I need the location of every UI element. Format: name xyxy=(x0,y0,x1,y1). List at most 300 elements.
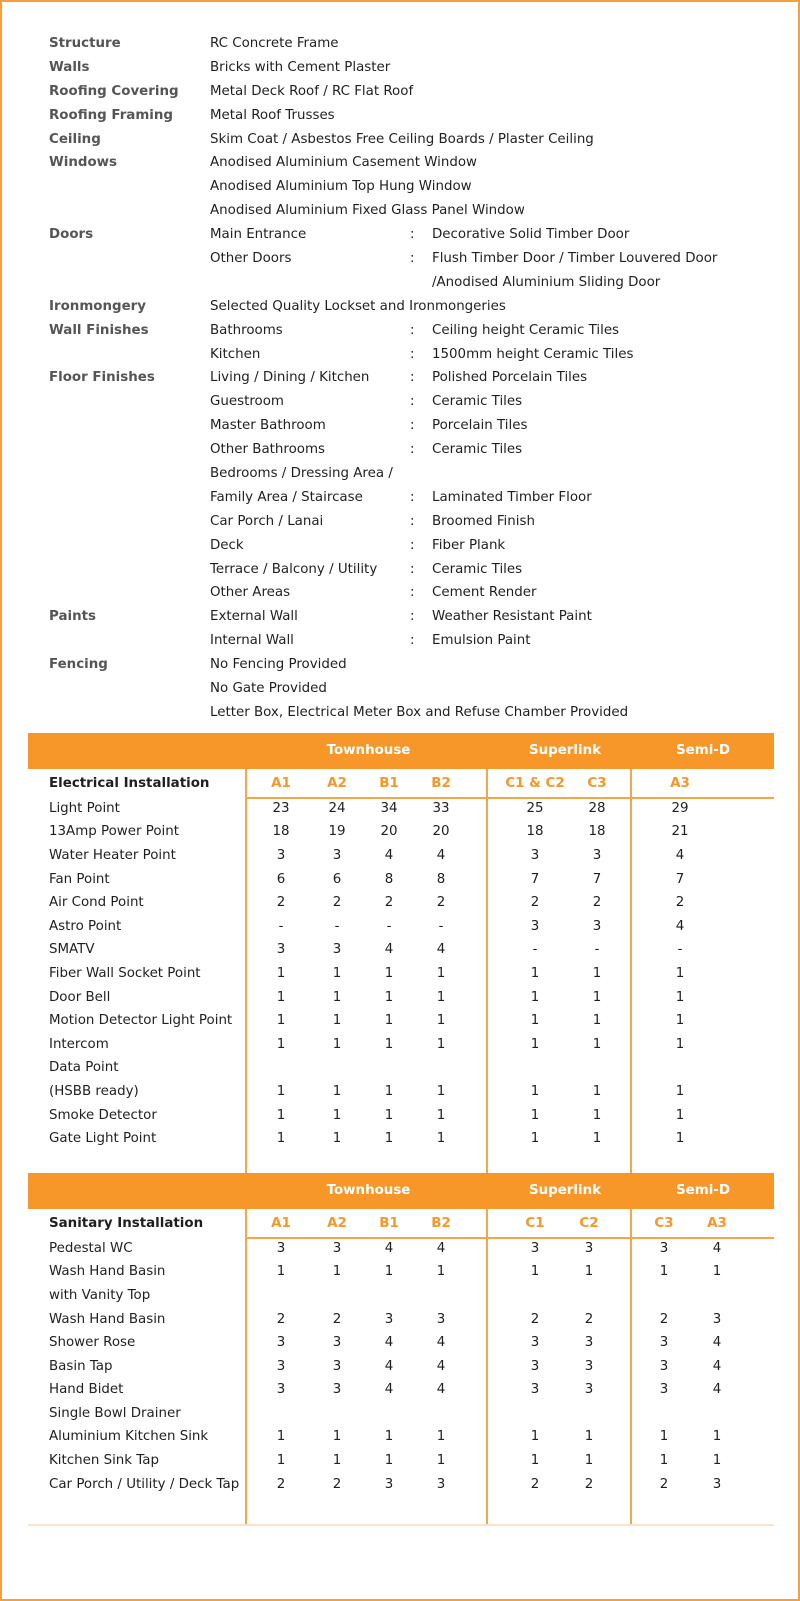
cell-value: 4 xyxy=(712,1382,722,1398)
cell-value: - xyxy=(334,918,340,934)
group-header: Townhouse xyxy=(326,742,411,758)
column-header: A2 xyxy=(327,1215,347,1231)
cell-value: 6 xyxy=(332,871,342,887)
spec-row xyxy=(49,80,774,104)
spec-separator: : xyxy=(410,585,415,601)
cell-value: 1 xyxy=(530,1453,540,1469)
cell-value: 1 xyxy=(436,1083,446,1099)
spec-row xyxy=(49,701,774,725)
spec-value: RC Concrete Frame xyxy=(210,36,339,51)
cell-value: 29 xyxy=(671,800,689,816)
cell-value: 19 xyxy=(328,824,346,840)
cell-value: 1 xyxy=(592,1131,602,1147)
cell-value: 20 xyxy=(380,824,398,840)
spec-sub-item: Other Areas xyxy=(210,585,291,601)
spec-detail xyxy=(210,128,774,152)
row-label: Water Heater Point xyxy=(49,848,176,864)
cell-value: 4 xyxy=(436,848,446,864)
column-header: A1 xyxy=(271,1215,291,1231)
cell-value: 1 xyxy=(332,1131,342,1147)
spec-detail xyxy=(210,438,774,462)
spec-value: /Anodised Aluminium Sliding Door xyxy=(432,274,661,290)
cell-value: 1 xyxy=(332,1036,342,1052)
spec-row xyxy=(49,223,774,247)
cell-value: 1 xyxy=(276,1013,286,1029)
spec-sub-item: Family Area / Staircase xyxy=(210,489,363,505)
row-label: Aluminium Kitchen Sink xyxy=(49,1429,209,1445)
spec-value: Polished Porcelain Tiles xyxy=(432,370,588,386)
cell-value: 1 xyxy=(276,1083,286,1099)
cell-value: 3 xyxy=(584,1382,594,1398)
spec-detail xyxy=(210,462,774,486)
spec-row xyxy=(49,390,774,414)
spec-value: Anodised Aluminium Casement Window xyxy=(210,155,478,171)
spec-value: Ceramic Tiles xyxy=(432,394,523,410)
cell-value: 1 xyxy=(584,1453,594,1469)
table-row xyxy=(28,868,774,892)
spec-detail xyxy=(210,510,774,534)
spec-detail xyxy=(210,56,774,80)
row-label: Hand Bidet xyxy=(49,1382,124,1398)
cell-value: 3 xyxy=(276,942,286,958)
spec-detail xyxy=(210,295,774,319)
column-header: C1 xyxy=(525,1215,545,1231)
row-label: Astro Point xyxy=(49,918,122,934)
spec-category xyxy=(49,247,210,271)
cell-value: 4 xyxy=(384,1382,394,1398)
group-header: Superlink xyxy=(528,742,602,758)
table-row xyxy=(28,1033,774,1057)
spec-row xyxy=(49,462,774,486)
table-row xyxy=(28,1260,774,1284)
spec-row xyxy=(49,677,774,701)
cell-value: 2 xyxy=(675,895,685,911)
cell-value: 1 xyxy=(530,1131,540,1147)
cell-value: 3 xyxy=(584,1335,594,1351)
cell-value: 2 xyxy=(530,1311,540,1327)
table-row xyxy=(28,1080,774,1104)
table-row xyxy=(28,1056,774,1080)
cell-value: 1 xyxy=(592,1013,602,1029)
table-row xyxy=(28,844,774,868)
column-header-row xyxy=(28,769,774,797)
column-header: A1 xyxy=(271,775,291,791)
spec-detail xyxy=(210,486,774,510)
cell-value: 1 xyxy=(675,1107,685,1123)
cell-value: 1 xyxy=(384,1264,394,1280)
row-label: Fiber Wall Socket Point xyxy=(49,965,201,981)
cell-value: 2 xyxy=(332,1311,342,1327)
cell-value: 2 xyxy=(332,1476,342,1492)
cell-value: - xyxy=(438,918,444,934)
spec-value xyxy=(432,462,774,486)
spec-separator: : xyxy=(410,609,415,625)
table-body xyxy=(28,769,774,1173)
table-row xyxy=(28,1127,774,1151)
spec-sub-item: Other Bathrooms xyxy=(210,442,326,458)
spec-row xyxy=(49,438,774,462)
row-label: Gate Light Point xyxy=(49,1131,157,1147)
cell-value: 1 xyxy=(592,1107,602,1123)
spec-sub-item: Other Doors xyxy=(210,251,292,267)
table-bottom-rule xyxy=(28,1524,774,1526)
row-label: Pedestal WC xyxy=(49,1240,133,1256)
cell-value: 3 xyxy=(659,1358,669,1374)
spec-sub-item: Guestroom xyxy=(210,394,284,410)
cell-value: 1 xyxy=(384,1429,394,1445)
spec-sub-item: Deck xyxy=(210,537,244,553)
table-row xyxy=(28,1378,774,1402)
group-header: Semi-D xyxy=(676,742,730,758)
spec-sub-item: Car Porch / Lanai xyxy=(210,513,324,529)
cell-value: 1 xyxy=(436,1264,446,1280)
cell-value: 1 xyxy=(675,989,685,1005)
cell-value: 7 xyxy=(675,871,685,887)
table-row xyxy=(28,915,774,939)
cell-value: 1 xyxy=(712,1264,722,1280)
spec-row xyxy=(49,104,774,128)
spec-detail xyxy=(210,605,774,629)
row-label: Wash Hand Basin xyxy=(49,1264,166,1280)
spec-row xyxy=(49,629,774,653)
group-header-band xyxy=(28,1173,774,1209)
group-header: Townhouse xyxy=(326,1182,411,1198)
cell-value: 1 xyxy=(276,1131,286,1147)
cell-value: 3 xyxy=(659,1335,669,1351)
cell-value: 1 xyxy=(332,1107,342,1123)
cell-value: 3 xyxy=(384,1311,394,1327)
cell-value: 2 xyxy=(584,1311,594,1327)
cell-value: 1 xyxy=(584,1429,594,1445)
cell-value: 3 xyxy=(592,848,602,864)
cell-value: 8 xyxy=(384,871,394,887)
spec-category: Ironmongery xyxy=(49,298,147,314)
spec-row xyxy=(49,247,774,271)
cell-value: 1 xyxy=(332,989,342,1005)
spec-separator xyxy=(410,462,432,486)
cell-value: 2 xyxy=(592,895,602,911)
column-header: A3 xyxy=(707,1215,727,1231)
cell-value: 1 xyxy=(276,1107,286,1123)
spec-row xyxy=(49,581,774,605)
group-spacer xyxy=(28,733,245,769)
spec-category: Floor Finishes xyxy=(49,370,155,386)
spec-row xyxy=(49,510,774,534)
spec-value: Flush Timber Door / Timber Louvered Door xyxy=(432,251,718,267)
row-label: Door Bell xyxy=(49,989,111,1005)
cell-value: 3 xyxy=(332,1382,342,1398)
spec-detail xyxy=(210,199,774,223)
cell-value: 1 xyxy=(332,1429,342,1445)
column-header: C3 xyxy=(587,775,607,791)
cell-value: 21 xyxy=(671,824,689,840)
spec-separator: : xyxy=(410,418,415,434)
spec-detail xyxy=(210,677,774,701)
cell-value: 1 xyxy=(530,1036,540,1052)
cell-value: 2 xyxy=(276,895,286,911)
spec-row xyxy=(49,534,774,558)
spec-separator: : xyxy=(410,489,415,505)
cell-value: 1 xyxy=(276,1429,286,1445)
spec-separator: : xyxy=(410,537,415,553)
cell-value: 4 xyxy=(436,1382,446,1398)
spec-value: Cement Render xyxy=(432,585,537,601)
spec-value: Selected Quality Lockset and Ironmongeries xyxy=(210,298,506,314)
table-row xyxy=(28,1009,774,1033)
spec-separator: : xyxy=(410,322,415,338)
spec-category: Windows xyxy=(49,155,118,171)
cell-value: 4 xyxy=(675,848,685,864)
cell-value: 1 xyxy=(384,989,394,1005)
cell-value: 2 xyxy=(276,1311,286,1327)
spec-category xyxy=(49,462,210,486)
cell-value: 3 xyxy=(530,1382,540,1398)
cell-value: 3 xyxy=(332,1335,342,1351)
cell-value: 1 xyxy=(384,1036,394,1052)
spec-sub-item: Master Bathroom xyxy=(210,418,326,434)
cell-value: 3 xyxy=(276,1240,286,1256)
spec-category: Ceiling xyxy=(49,131,101,147)
cell-value: 1 xyxy=(592,989,602,1005)
cell-value: 1 xyxy=(332,1013,342,1029)
cell-value: 4 xyxy=(436,1335,446,1351)
cell-value: 8 xyxy=(436,871,446,887)
spec-category xyxy=(49,343,210,367)
table-row xyxy=(28,1449,774,1473)
cell-value: 25 xyxy=(526,800,544,816)
group-header: Superlink xyxy=(528,1182,602,1198)
spec-sub-item: Living / Dining / Kitchen xyxy=(210,370,370,386)
spec-row xyxy=(49,558,774,582)
cell-value: 1 xyxy=(276,1453,286,1469)
cell-value: 2 xyxy=(530,1476,540,1492)
spec-detail xyxy=(210,653,774,677)
cell-value: 1 xyxy=(530,1083,540,1099)
cell-value: 1 xyxy=(675,1013,685,1029)
cell-value: 1 xyxy=(384,1013,394,1029)
spec-value: Ceramic Tiles xyxy=(432,442,523,458)
electrical-installation-table xyxy=(28,733,774,1173)
spec-category xyxy=(49,438,210,462)
cell-value: 4 xyxy=(384,848,394,864)
column-header: B1 xyxy=(379,1215,399,1231)
spec-category xyxy=(49,701,210,725)
cell-value: 1 xyxy=(384,1083,394,1099)
row-label: Intercom xyxy=(49,1036,109,1052)
spec-category: Wall Finishes xyxy=(49,322,149,338)
spec-row xyxy=(49,295,774,319)
spec-detail xyxy=(210,175,774,199)
group-header: Semi-D xyxy=(676,1182,730,1198)
spec-detail xyxy=(210,319,774,343)
cell-value: 4 xyxy=(712,1335,722,1351)
cell-value: 7 xyxy=(530,871,540,887)
spec-value: Weather Resistant Paint xyxy=(432,609,592,625)
cell-value: 1 xyxy=(332,1264,342,1280)
cell-value: 3 xyxy=(276,848,286,864)
table-row xyxy=(28,1308,774,1332)
cell-value: 4 xyxy=(436,942,446,958)
sanitary-installation-table xyxy=(28,1173,774,1527)
cell-value: 1 xyxy=(712,1453,722,1469)
cell-value: 3 xyxy=(584,1240,594,1256)
spec-category xyxy=(49,199,210,223)
cell-value: 3 xyxy=(276,1335,286,1351)
spec-detail xyxy=(210,629,774,653)
spec-row xyxy=(49,175,774,199)
table-row xyxy=(28,962,774,986)
spec-value: Emulsion Paint xyxy=(432,633,531,649)
row-label: Shower Rose xyxy=(49,1335,136,1351)
cell-value: 2 xyxy=(530,895,540,911)
cell-value: 1 xyxy=(332,1453,342,1469)
spec-sub-item xyxy=(210,271,410,295)
spec-sub-item: Bathrooms xyxy=(210,322,283,338)
cell-value: 1 xyxy=(675,1083,685,1099)
spec-row xyxy=(49,271,774,295)
cell-value: 1 xyxy=(384,1107,394,1123)
cell-value: 1 xyxy=(332,965,342,981)
row-label: (HSBB ready) xyxy=(49,1083,139,1099)
spec-value: Anodised Aluminium Top Hung Window xyxy=(210,179,472,195)
spec-sub-item: Main Entrance xyxy=(210,227,307,243)
cell-value: 1 xyxy=(592,965,602,981)
cell-value: 1 xyxy=(276,1264,286,1280)
cell-value: - xyxy=(532,942,538,958)
spec-category xyxy=(49,534,210,558)
cell-value: 1 xyxy=(384,965,394,981)
cell-value: 1 xyxy=(276,1036,286,1052)
table-title: Sanitary Installation xyxy=(49,1215,204,1231)
spec-sub-item: External Wall xyxy=(210,609,298,625)
cell-value: 4 xyxy=(712,1240,722,1256)
row-label: Smoke Detector xyxy=(49,1107,157,1123)
row-label: with Vanity Top xyxy=(49,1287,151,1303)
spec-row xyxy=(49,128,774,152)
spec-row xyxy=(49,199,774,223)
spec-category xyxy=(49,390,210,414)
cell-value: 4 xyxy=(384,1335,394,1351)
spec-detail xyxy=(210,247,774,271)
group-spacer xyxy=(28,1173,245,1209)
cell-value: - xyxy=(677,942,683,958)
table-row xyxy=(28,1237,774,1261)
spec-category: Walls xyxy=(49,59,90,75)
spec-value: Anodised Aluminium Fixed Glass Panel Window xyxy=(210,203,525,219)
cell-value: 1 xyxy=(530,1429,540,1445)
spec-value: Fiber Plank xyxy=(432,537,506,553)
cell-value: 3 xyxy=(276,1358,286,1374)
cell-value: 18 xyxy=(588,824,606,840)
cell-value: 2 xyxy=(659,1311,669,1327)
spec-sub-item: Bedrooms / Dressing Area / xyxy=(210,466,393,482)
cell-value: 18 xyxy=(526,824,544,840)
spec-row xyxy=(49,56,774,80)
cell-value: 1 xyxy=(675,965,685,981)
spec-category xyxy=(49,175,210,199)
spec-separator: : xyxy=(410,442,415,458)
table-row xyxy=(28,1331,774,1355)
table-row xyxy=(28,1473,774,1497)
table-row xyxy=(28,938,774,962)
table-row xyxy=(28,820,774,844)
spec-category: Roofing Framing xyxy=(49,107,174,123)
cell-value: 1 xyxy=(436,1453,446,1469)
spec-detail xyxy=(210,558,774,582)
spec-value: No Fencing Provided xyxy=(210,657,347,673)
spec-detail xyxy=(210,104,774,128)
column-header: C1 & C2 xyxy=(505,775,565,791)
table-row xyxy=(28,1425,774,1449)
spec-detail xyxy=(210,223,774,247)
cell-value: 1 xyxy=(592,1083,602,1099)
cell-value: 3 xyxy=(584,1358,594,1374)
group-header-band xyxy=(28,733,774,769)
table-row xyxy=(28,1402,774,1426)
spec-value: Metal Deck Roof / RC Flat Roof xyxy=(210,83,414,99)
cell-value: 24 xyxy=(328,800,346,816)
row-label: Basin Tap xyxy=(49,1358,113,1374)
cell-value: 1 xyxy=(530,1013,540,1029)
row-label: Kitchen Sink Tap xyxy=(49,1453,159,1469)
cell-value: 34 xyxy=(380,800,398,816)
spec-detail xyxy=(210,271,774,295)
spec-category xyxy=(49,558,210,582)
cell-value: - xyxy=(278,918,284,934)
cell-value: 6 xyxy=(276,871,286,887)
cell-value: 3 xyxy=(332,848,342,864)
cell-value: 3 xyxy=(436,1311,446,1327)
cell-value: 3 xyxy=(530,1335,540,1351)
cell-value: 1 xyxy=(276,989,286,1005)
cell-value: 3 xyxy=(659,1382,669,1398)
cell-value: 3 xyxy=(384,1476,394,1492)
spec-sub-item: Kitchen xyxy=(210,346,261,362)
cell-value: 1 xyxy=(436,1131,446,1147)
cell-value: 1 xyxy=(436,1013,446,1029)
spec-value: Ceramic Tiles xyxy=(432,561,523,577)
cell-value: 1 xyxy=(592,1036,602,1052)
row-label: Single Bowl Drainer xyxy=(49,1405,181,1421)
cell-value: 3 xyxy=(332,1240,342,1256)
cell-value: 1 xyxy=(436,1429,446,1445)
table-padding xyxy=(28,1496,774,1524)
spec-category xyxy=(49,581,210,605)
cell-value: 3 xyxy=(332,1358,342,1374)
cell-value: 1 xyxy=(530,1264,540,1280)
spec-category xyxy=(49,271,210,295)
spec-detail xyxy=(210,390,774,414)
table-padding xyxy=(28,1151,774,1173)
table-row xyxy=(28,986,774,1010)
spec-value: Decorative Solid Timber Door xyxy=(432,227,630,243)
cell-value: 7 xyxy=(592,871,602,887)
spec-value: Broomed Finish xyxy=(432,513,535,529)
cell-value: 4 xyxy=(712,1358,722,1374)
spec-value: No Gate Provided xyxy=(210,681,327,697)
specifications-list xyxy=(49,32,774,725)
cell-value: 18 xyxy=(272,824,290,840)
spec-category xyxy=(49,414,210,438)
row-label: Motion Detector Light Point xyxy=(49,1013,233,1029)
cell-value: 2 xyxy=(332,895,342,911)
spec-value: Skim Coat / Asbestos Free Ceiling Boards / Plaster Ceiling xyxy=(210,131,594,147)
spec-category: Structure xyxy=(49,36,121,51)
spec-detail xyxy=(210,534,774,558)
spec-category: Fencing xyxy=(49,657,108,673)
cell-value: - xyxy=(594,942,600,958)
cell-value: 2 xyxy=(436,895,446,911)
